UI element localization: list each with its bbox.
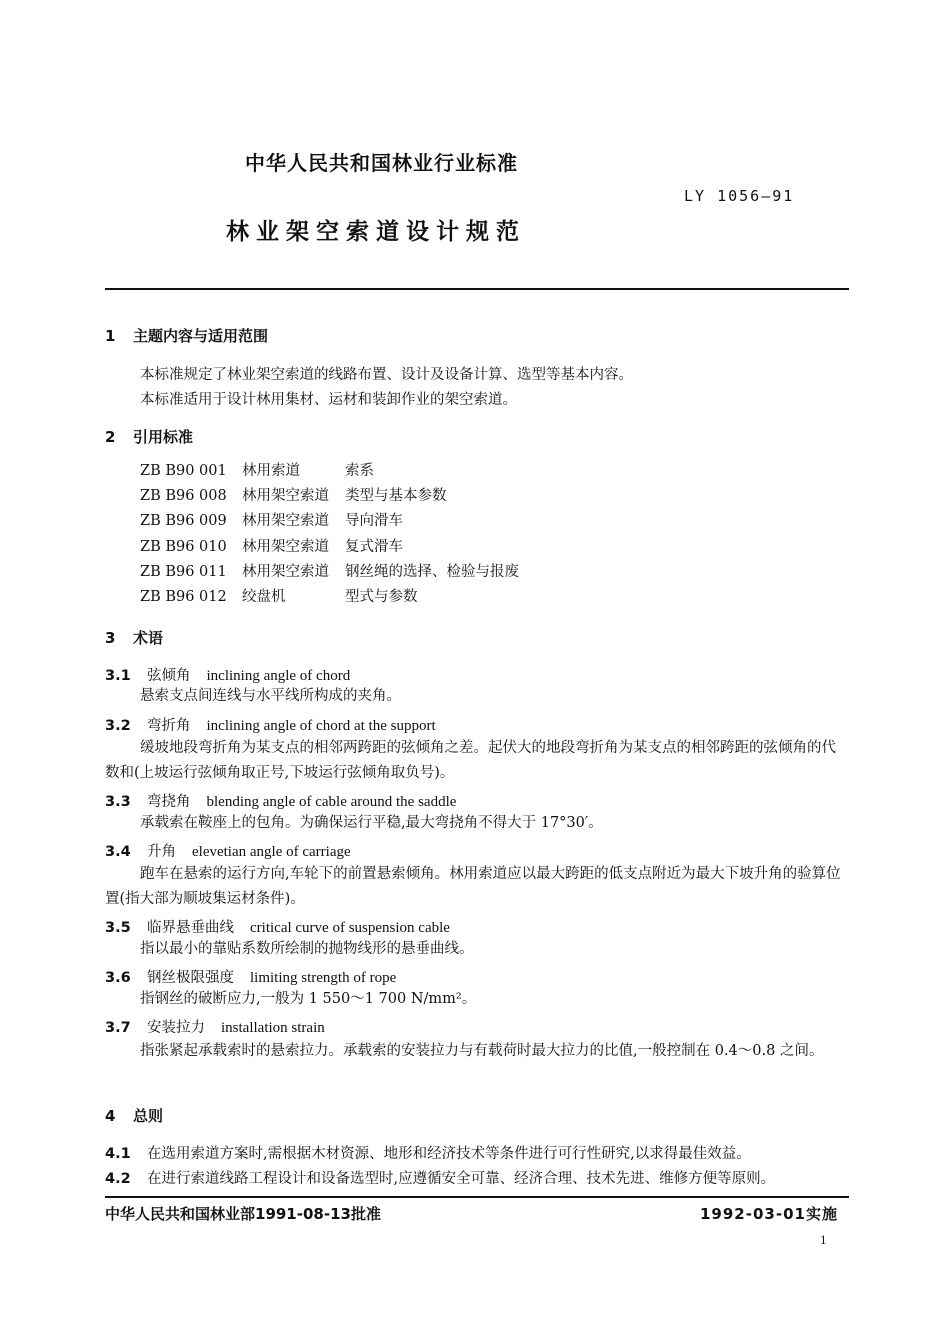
term-english: elevetian angle of carriage [192,844,351,860]
term-number: 3.1 [105,668,131,684]
term-definition: 跑车在悬索的运行方向,车轮下的前置悬索倾角。林用索道应以最大跨距的低支点附近为最大下坡升角的验算位置(指大部为顺坡集运材条件)。 [105,866,841,907]
section-title: 主题内容与适用范围 [133,327,269,345]
term-definition: 悬索支点间连线与水平线所构成的夹角。 [140,688,401,704]
reference-code: ZB B90 001 [140,463,227,479]
term-english: blending angle of cable around the saddle [206,794,457,810]
term-chinese: 临界悬垂曲线 [147,920,234,936]
reference-item [140,509,519,534]
term-heading [105,966,396,987]
term-english: inclining angle of chord [206,668,351,684]
reference-code: ZB B96 011 [140,563,227,580]
term-chinese: 安装拉力 [147,1020,205,1036]
term-number: 3.6 [105,970,131,986]
section-1-paragraph-1: 本标准规定了林业架空索道的线路布置、设计及设备计算、选型等基本内容。 [140,367,633,383]
term-chinese: 弯挠角 [147,794,191,810]
reference-code: ZB B96 008 [140,488,227,505]
term-english: critical curve of suspension cable [250,920,450,936]
reference-name: 绞盘机 [242,588,286,605]
section-4-heading [105,1105,163,1126]
term-heading [105,790,456,811]
term-number: 3.2 [105,718,131,734]
section-title: 引用标准 [133,428,194,446]
reference-subtitle: 索系 [345,463,374,479]
term-definition: 指钢丝的破断应力,一般为 1 550～1 700 N/mm²。 [140,991,477,1007]
section-title: 术语 [133,629,164,647]
term-chinese: 弯折角 [147,718,191,734]
reference-item [140,560,519,585]
clause-item [105,1142,751,1163]
reference-name: 林用架空索道 [242,563,329,580]
term-heading [105,664,350,685]
term-number: 3.5 [105,920,131,936]
term-chinese: 弦倾角 [147,668,191,684]
reference-name: 林用架空索道 [242,513,329,530]
reference-code: ZB B96 009 [140,513,227,530]
reference-code: ZB B96 010 [140,538,227,555]
standard-code: LY 1056—91 [684,187,795,205]
reference-subtitle: 导向滑车 [345,513,403,530]
reference-subtitle: 类型与基本参数 [345,488,447,505]
reference-list [140,459,519,610]
term-chinese: 升角 [147,844,176,860]
issuing-authority-title: 中华人民共和国林业行业标准 [245,151,518,175]
term-english: inclining angle of chord at the support [206,718,436,734]
term-definition: 指张紧起承载索时的悬索拉力。承载索的安装拉力与有载荷时最大拉力的比值,一般控制在 0.4～0.8 之间。 [140,1043,824,1059]
approval-line: 中华人民共和国林业部1991-08-13批准 [105,1205,381,1223]
section-1-heading [105,325,268,346]
section-1-paragraph-2: 本标准适用于设计林用集材、运材和装卸作业的架空索道。 [140,392,517,408]
term-heading [105,1016,325,1037]
section-2-heading [105,426,193,447]
reference-item [140,585,519,610]
term-number: 3.7 [105,1020,131,1036]
section-number: 3 [105,629,116,647]
reference-item [140,535,519,560]
effective-date: 1992-03-01实施 [700,1205,838,1223]
clause-text: 在进行索道线路工程设计和设备选型时,应遵循安全可靠、经济合理、技术先进、维修方便等原则。 [147,1171,776,1187]
term-heading [105,714,436,735]
clause-item [105,1167,775,1188]
section-3-heading [105,627,163,648]
clause-text: 在选用索道方案时,需根据木材资源、地形和经济技术等条件进行可行性研究,以求得最佳效益。 [147,1146,751,1162]
reference-item [140,459,519,484]
term-definition: 指以最小的靠贴系数所绘制的抛物线形的悬垂曲线。 [140,941,474,957]
header-divider [105,288,849,290]
reference-name: 林用架空索道 [242,538,329,555]
section-number: 4 [105,1107,116,1125]
reference-subtitle: 型式与参数 [345,588,418,605]
section-number: 1 [105,327,116,345]
reference-subtitle: 复式滑车 [345,538,403,555]
term-definition: 承载索在鞍座上的包角。为确保运行平稳,最大弯挠角不得大于 17°30′。 [140,815,603,831]
page-number: 1 [820,1232,827,1247]
reference-code: ZB B96 012 [140,588,227,605]
reference-name: 林用架空索道 [242,488,329,505]
clause-number: 4.1 [105,1146,131,1162]
term-chinese: 钢丝极限强度 [147,970,234,986]
term-definition: 缓坡地段弯折角为某支点的相邻两跨距的弦倾角之差。起伏大的地段弯折角为某支点的相邻跨距的弦倾角的代数和(上坡运行弦倾角取正号,下坡运行弦倾角取负号)。 [105,740,836,781]
clause-number: 4.2 [105,1171,131,1187]
term-number: 3.4 [105,844,131,860]
section-title: 总则 [133,1107,164,1125]
section-number: 2 [105,428,116,446]
term-heading [105,840,351,861]
term-number: 3.3 [105,794,131,810]
reference-subtitle: 钢丝绳的选择、检验与报废 [345,563,519,580]
term-english: installation strain [221,1020,325,1036]
footer-divider [105,1196,849,1198]
reference-item [140,484,519,509]
reference-name: 林用索道 [242,463,300,479]
term-english: limiting strength of rope [250,970,397,986]
document-title: 林业架空索道设计规范 [226,219,526,245]
term-heading [105,916,450,937]
